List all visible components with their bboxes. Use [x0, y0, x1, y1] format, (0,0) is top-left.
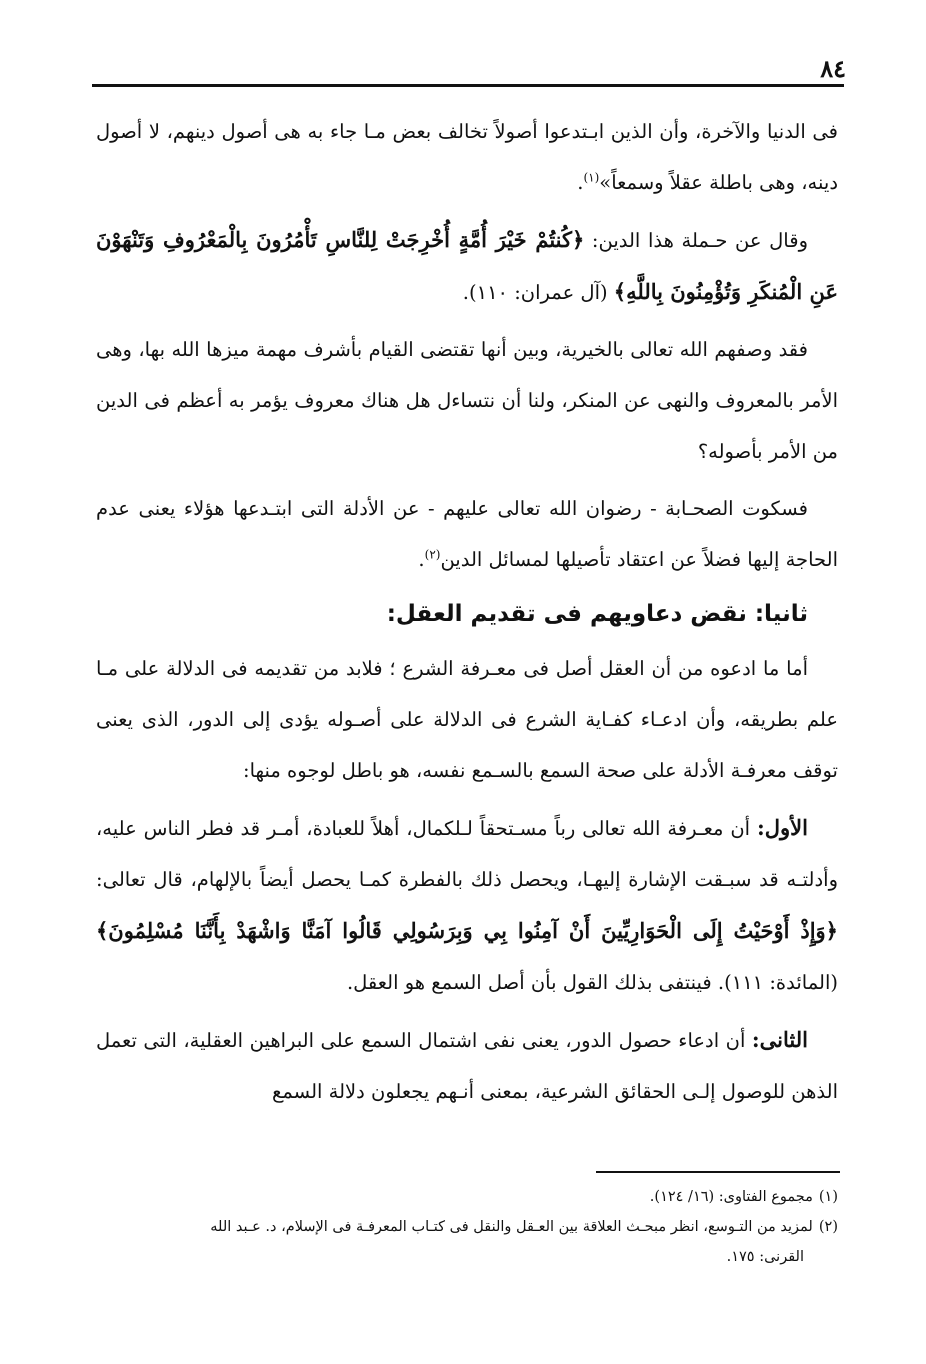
quran-citation-1: (آل عمران: ١١٠).	[462, 281, 614, 304]
paragraph-4-text: فسكوت الصحـابة - رضوان الله تعالى عليهم - عن الأدلة التى ابتـدعها هؤلاء يعنى عدم الحاجة إليها فضلاً عن اعتقاد تأصيلها لمسائل الدين	[96, 497, 838, 571]
quran-verse-1: ﴿كُنتُمْ خَيْرَ أُمَّةٍ أُخْرِجَتْ لِلنَّاسِ تَأْمُرُونَ بِالْمَعْرُوفِ وَتَنْهَوْنَ عَنِ الْمُنكَرِ وَتُؤْمِنُونَ بِاللَّهِ﴾	[96, 227, 838, 304]
quran-verse-2: ﴿وَإِذْ أَوْحَيْتُ إِلَى الْحَوَارِيِّينَ أَنْ آمِنُوا بِي وَبِرَسُولِي قَالُوا آمَنَّا وَاشْهَدْ بِأَنَّنَا مُسْلِمُونَ﴾	[96, 918, 838, 943]
first-point-label: الأول:	[757, 815, 808, 840]
footnote-2	[96, 1212, 838, 1242]
main-text	[96, 106, 838, 1123]
header-rule	[92, 84, 844, 87]
paragraph-4-end: .	[418, 548, 425, 571]
footnote-1-mark: (١)	[818, 1189, 838, 1205]
footnote-2-text: لمزيد من التـوسع، انظر مبحـث العلاقة بين العـقل والنقل فى كتـاب المعرفـة فى الإسلام، د. عـبد الله	[210, 1219, 813, 1235]
paragraph-6-intro: أن معـرفة الله تعالى رباً مسـتحقاً لـلكمال، أهلاً للعبادة، أمـر قد فطر الناس عليه، وأدلتـه قد سبـقت الإشارة إليهـا، ويحصل ذلك بالفطرة كمـا يحصل أيضاً بالإلهام، قال تعالى:	[96, 817, 838, 891]
section-heading: ثانيا: نقض دعاويهم فى تقديم العقل:	[386, 601, 808, 627]
footnote-rule	[596, 1171, 840, 1173]
quran-citation-2: (المائدة: ١١١). فينتفى بذلك القول بأن أصل السمع هو العقل.	[346, 971, 838, 994]
paragraph-4	[96, 483, 838, 585]
footnote-2-continuation-text: القرنى: ١٧٥.	[726, 1249, 804, 1265]
footnote-2-mark: (٢)	[818, 1219, 838, 1235]
page-number: ٨٤	[820, 54, 846, 83]
footnotes	[96, 1182, 838, 1272]
paragraph-2-intro: وقال عن حـملة هذا الدين:	[584, 229, 808, 252]
paragraph-1-text: فى الدنيا والآخرة، وأن الذين ابـتدعوا أصولاً تخالف بعض مـا جاء به هى أصول دينهم، لا أصول دينه، وهى باطلة عقلاً وسمعاً»	[96, 120, 838, 194]
paragraph-1	[96, 106, 838, 208]
paragraph-3-text: فقد وصفهم الله تعالى بالخيرية، وبين أنها تقتضى القيام بأشرف مهمة ميزها الله بها، وهى الأمر بالمعروف والنهى عن المنكر، ولنا أن نتساءل هل هناك معروف يؤمر به أعظم فى الدين من الأمر بأصوله؟	[96, 338, 838, 463]
footnote-1-text: مجموع الفتاوى: (١٦/ ١٢٤).	[649, 1189, 813, 1205]
footnote-1	[96, 1182, 838, 1212]
paragraph-7	[96, 1014, 838, 1117]
paragraph-1-end: .	[577, 171, 584, 194]
paragraph-5-text: أما ما ادعوه من أن العقل أصل فى معـرفة الشرع ؛ فلابد من تقديمه فى الدلالة على مـا علم بطريقه، وأن ادعـاء كفـاية الشرع فى الدلالة على أصـوله يؤدى إلى الدور، الذى يعنى توقف معرفـة الأدلة على صحة السمع بالسـمع نفسه، هو باطل لوجوه منها:	[96, 657, 838, 782]
paragraph-3	[96, 324, 838, 477]
paragraph-7-text: أن ادعاء حصول الدور، يعنى نفى اشتمال السمع على البراهين العقلية، التى تعمل الذهن للوصول إلـى الحقائق الشرعية، بمعنى أنـهم يجعلون دلالة السمع	[96, 1029, 838, 1103]
footnote-ref-1: (١)	[583, 170, 600, 185]
second-point-label: الثانى:	[751, 1027, 808, 1052]
paragraph-5	[96, 643, 838, 796]
footnote-2-continuation	[96, 1242, 838, 1272]
paragraph-2	[96, 214, 838, 318]
footnote-ref-2: (٢)	[424, 547, 441, 562]
paragraph-6	[96, 802, 838, 1008]
